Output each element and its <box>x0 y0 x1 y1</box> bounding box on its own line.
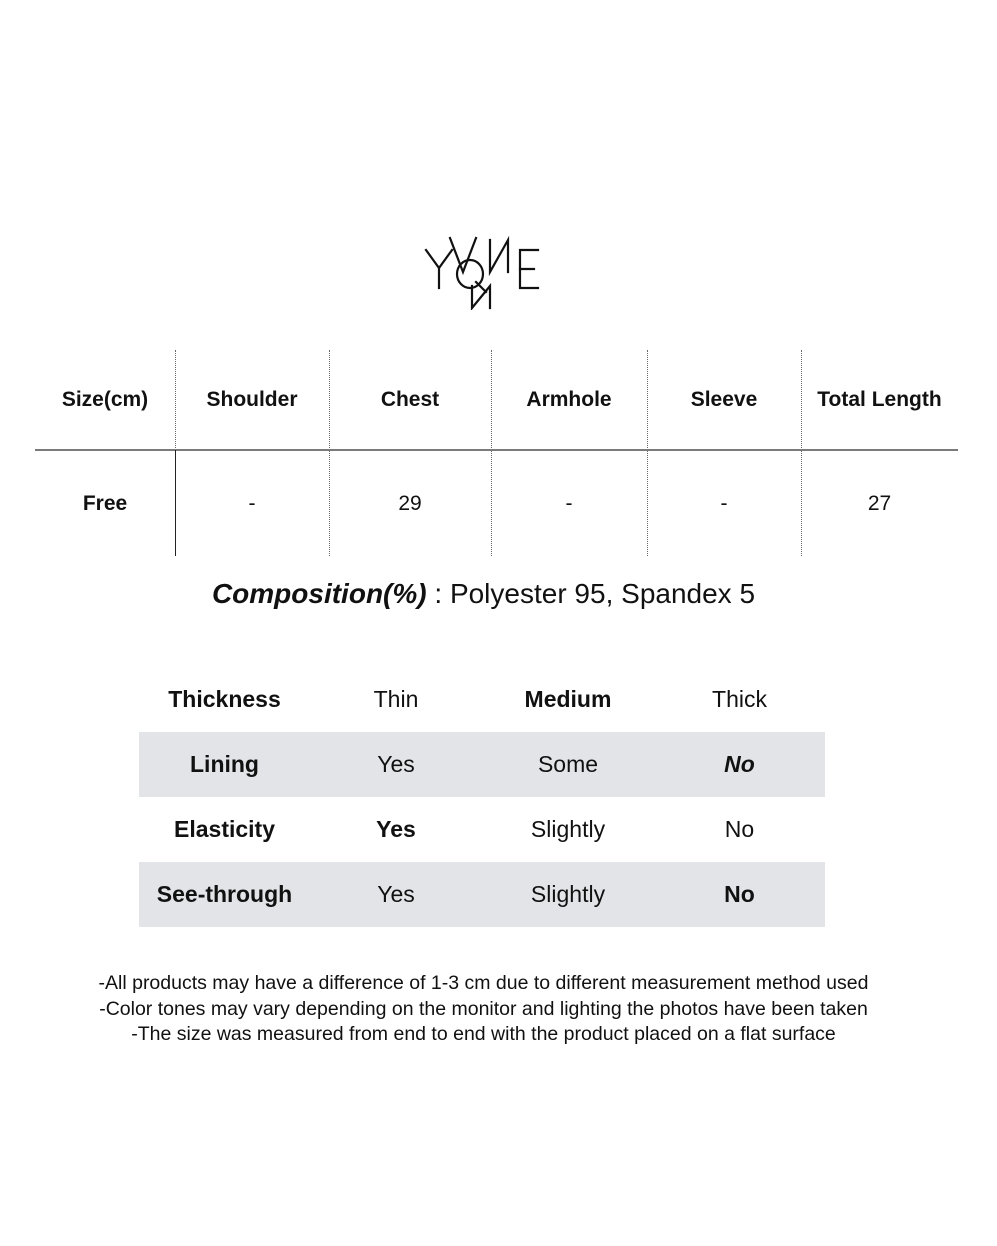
note-line: -The size was measured from end to end with the product placed on a flat surface <box>131 1023 836 1045</box>
row-size-label: Free <box>82 491 128 515</box>
composition-line <box>0 578 967 610</box>
brand-logo <box>420 228 545 310</box>
cell-chest: 29 <box>398 491 422 515</box>
size-table <box>35 350 958 556</box>
attribute-table <box>139 667 825 927</box>
note-line: -Color tones may vary depending on the monitor and lighting the photos have been taken <box>99 997 868 1020</box>
composition-label: Composition(%) <box>211 578 427 609</box>
attribute-label: Elasticity <box>174 816 275 842</box>
attribute-option: Slightly <box>530 881 606 907</box>
attribute-option: Some <box>537 751 599 777</box>
attribute-row-elasticity <box>139 797 825 862</box>
attribute-row-thickness <box>139 667 825 732</box>
attribute-option-selected: Medium <box>524 686 612 712</box>
attribute-option: Yes <box>377 881 415 907</box>
attribute-option-selected: No <box>724 881 755 907</box>
cell-armhole: - <box>565 491 573 515</box>
attribute-option: Yes <box>377 751 415 777</box>
header-size: Size(cm) <box>61 388 149 411</box>
header-sleeve: Sleeve <box>690 388 758 411</box>
attribute-option-selected: Yes <box>376 816 416 842</box>
attribute-option: No <box>724 816 755 842</box>
note-line: -All products may have a difference of 1-3 cm due to different measurement method used <box>98 972 869 994</box>
composition-separator: : <box>426 578 450 609</box>
cell-shoulder: - <box>248 491 256 515</box>
measurement-notes <box>0 971 967 1048</box>
composition-value: Polyester 95, Spandex 5 <box>449 578 756 609</box>
header-armhole: Armhole <box>526 388 612 411</box>
attribute-row-see-through <box>139 862 825 927</box>
cell-total-length: 27 <box>867 491 892 515</box>
attribute-label: See-through <box>156 881 293 907</box>
attribute-option: Thin <box>373 686 419 712</box>
header-shoulder: Shoulder <box>206 388 298 411</box>
header-total-length: Total Length <box>817 388 942 411</box>
cell-sleeve: - <box>720 491 728 515</box>
attribute-label: Thickness <box>168 686 281 712</box>
brand-logo-icon <box>420 228 545 310</box>
header-chest: Chest <box>380 388 440 411</box>
attribute-row-lining <box>139 732 825 797</box>
attribute-option: Thick <box>712 686 767 712</box>
attribute-label: Lining <box>190 751 259 777</box>
attribute-option-selected: No <box>724 751 755 777</box>
attribute-option: Slightly <box>530 816 606 842</box>
